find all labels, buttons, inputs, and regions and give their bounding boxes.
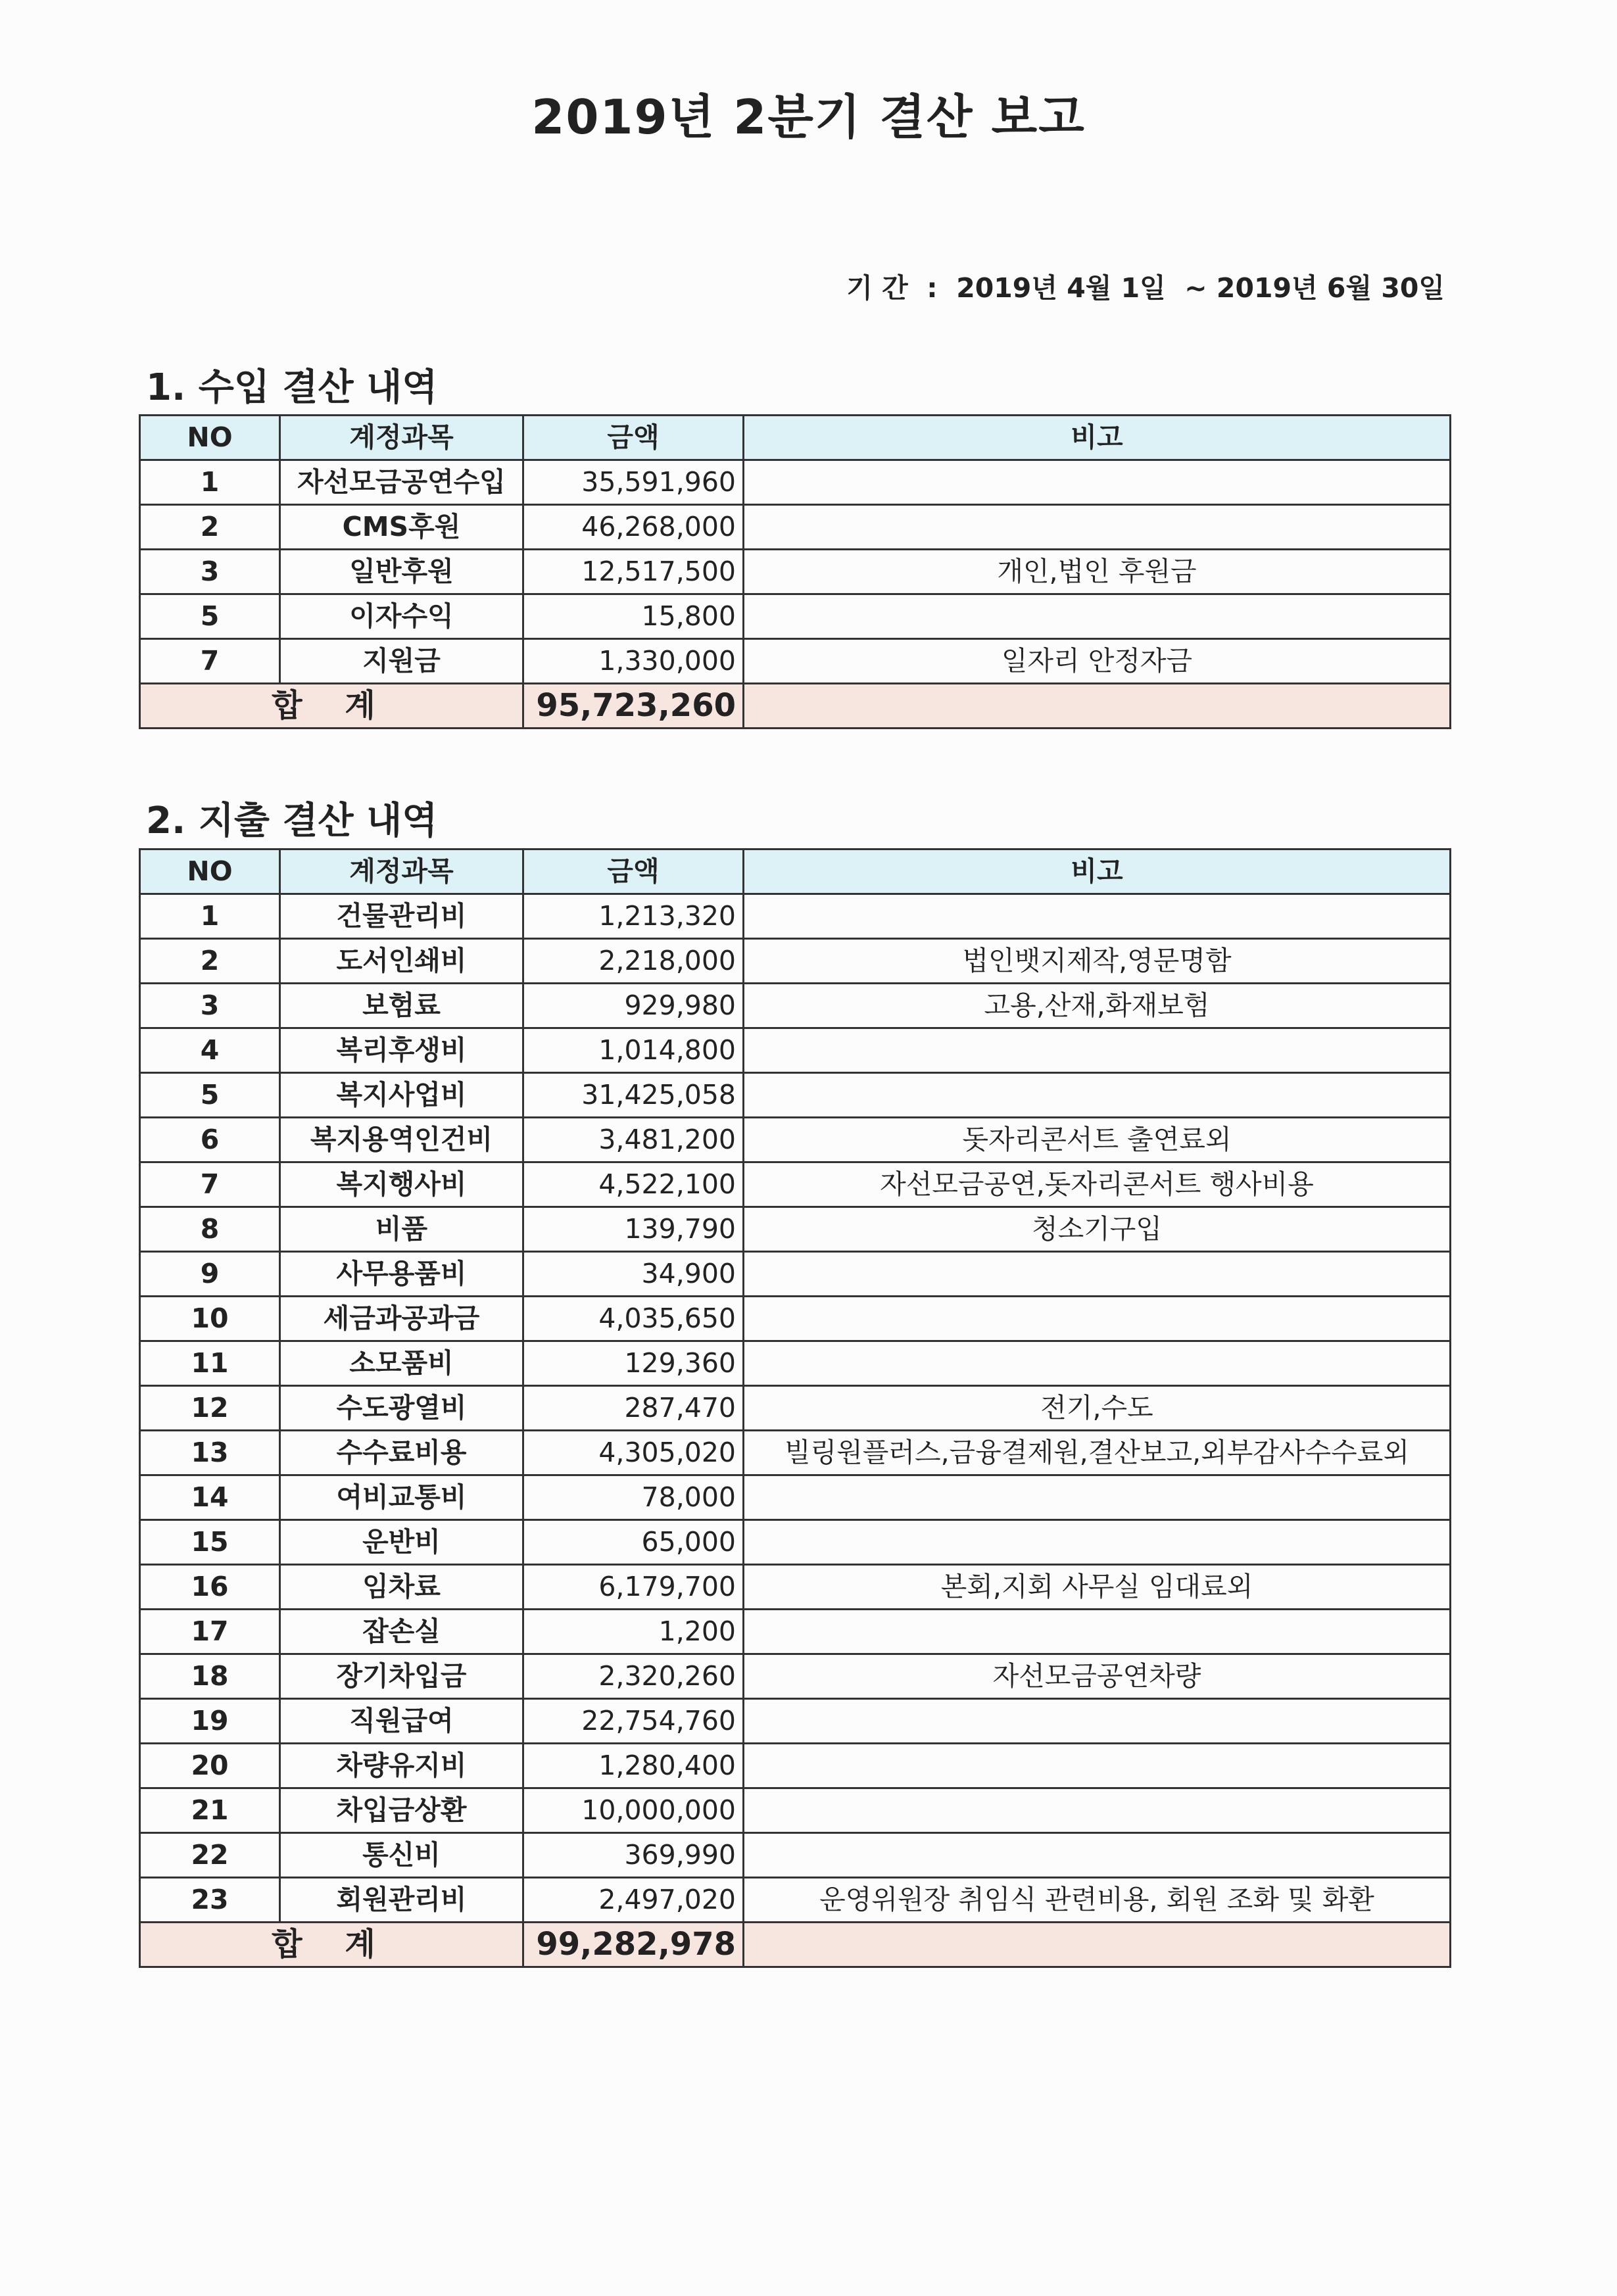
- row-note: [744, 1699, 1451, 1744]
- row-amount: 10,000,000: [523, 1788, 744, 1833]
- row-no: 18: [140, 1654, 280, 1699]
- row-note: [744, 1073, 1451, 1118]
- row-account: 수도광열비: [280, 1386, 523, 1431]
- row-no: 16: [140, 1565, 280, 1610]
- row-no: 20: [140, 1744, 280, 1788]
- row-account: 복지사업비: [280, 1073, 523, 1118]
- row-account: 직원급여: [280, 1699, 523, 1744]
- row-amount: 46,268,000: [523, 505, 744, 550]
- row-note: 본회,지회 사무실 임대료외: [744, 1565, 1451, 1610]
- column-header-no: NO: [140, 416, 280, 460]
- row-amount: 139,790: [523, 1207, 744, 1252]
- table-row: [140, 1878, 1451, 1923]
- row-amount: 65,000: [523, 1520, 744, 1565]
- row-account: 장기차입금: [280, 1654, 523, 1699]
- row-amount: 2,218,000: [523, 939, 744, 984]
- row-account: 차입금상환: [280, 1788, 523, 1833]
- row-amount: 2,320,260: [523, 1654, 744, 1699]
- row-account: 자선모금공연수입: [280, 460, 523, 505]
- row-note: [744, 460, 1451, 505]
- row-account: 차량유지비: [280, 1744, 523, 1788]
- row-note: 빌링원플러스,금융결제원,결산보고,외부감사수수료외: [744, 1431, 1451, 1475]
- row-account: 수수료비용: [280, 1431, 523, 1475]
- row-no: 19: [140, 1699, 280, 1744]
- table-row: [140, 594, 1451, 639]
- column-header-account: 계정과목: [280, 849, 523, 894]
- table-row: [140, 939, 1451, 984]
- row-note: [744, 1610, 1451, 1654]
- row-note: [744, 1028, 1451, 1073]
- row-no: 21: [140, 1788, 280, 1833]
- row-no: 1: [140, 894, 280, 939]
- row-no: 9: [140, 1252, 280, 1297]
- row-amount: 287,470: [523, 1386, 744, 1431]
- row-account: 임차료: [280, 1565, 523, 1610]
- row-amount: 1,213,320: [523, 894, 744, 939]
- row-note: [744, 1788, 1451, 1833]
- row-amount: 1,330,000: [523, 639, 744, 684]
- row-account: 복리후생비: [280, 1028, 523, 1073]
- row-no: 15: [140, 1520, 280, 1565]
- row-amount: 4,035,650: [523, 1297, 744, 1341]
- column-header-amount: 금액: [523, 416, 744, 460]
- row-amount: 12,517,500: [523, 550, 744, 594]
- table-row: [140, 1207, 1451, 1252]
- row-amount: 3,481,200: [523, 1118, 744, 1162]
- period-range: 기 간 : 2019년 4월 1일 ~ 2019년 6월 30일: [846, 272, 1445, 304]
- row-no: 17: [140, 1610, 280, 1654]
- table-row: [140, 1252, 1451, 1297]
- expense-section-title: 2. 지출 결산 내역: [146, 800, 438, 842]
- row-note: 청소기구입: [744, 1207, 1451, 1252]
- income-total-label: 합 계: [140, 684, 523, 729]
- income-rows: [140, 460, 1451, 684]
- expense-total-note: [744, 1923, 1451, 1967]
- column-header-note: 비고: [744, 416, 1451, 460]
- table-row: [140, 1744, 1451, 1788]
- column-header-note: 비고: [744, 849, 1451, 894]
- table-row: [140, 1833, 1451, 1878]
- row-amount: 22,754,760: [523, 1699, 744, 1744]
- row-note: [744, 594, 1451, 639]
- row-amount: 15,800: [523, 594, 744, 639]
- row-account: 여비교통비: [280, 1475, 523, 1520]
- row-account: 건물관리비: [280, 894, 523, 939]
- table-row: [140, 1475, 1451, 1520]
- table-row: [140, 1028, 1451, 1073]
- table-row: [140, 505, 1451, 550]
- row-note: [744, 1744, 1451, 1788]
- row-account: 보험료: [280, 984, 523, 1028]
- table-row: [140, 460, 1451, 505]
- expense-total-amount: 99,282,978: [523, 1923, 744, 1967]
- row-note: [744, 1297, 1451, 1341]
- row-amount: 369,990: [523, 1833, 744, 1878]
- expense-total-row: [140, 1923, 1451, 1967]
- row-account: 회원관리비: [280, 1878, 523, 1923]
- row-amount: 78,000: [523, 1475, 744, 1520]
- table-row: [140, 1520, 1451, 1565]
- row-account: 비품: [280, 1207, 523, 1252]
- row-account: 세금과공과금: [280, 1297, 523, 1341]
- row-account: 소모품비: [280, 1341, 523, 1386]
- expense-header-row: [140, 849, 1451, 894]
- table-row: [140, 1297, 1451, 1341]
- expense-total-label: 합 계: [140, 1923, 523, 1967]
- income-section-title: 1. 수입 결산 내역: [146, 366, 438, 409]
- row-note: [744, 1341, 1451, 1386]
- row-amount: 2,497,020: [523, 1878, 744, 1923]
- row-amount: 129,360: [523, 1341, 744, 1386]
- table-row: [140, 1654, 1451, 1699]
- row-no: 3: [140, 550, 280, 594]
- table-row: [140, 639, 1451, 684]
- row-account: 사무용품비: [280, 1252, 523, 1297]
- row-no: 3: [140, 984, 280, 1028]
- row-note: [744, 505, 1451, 550]
- row-note: [744, 1475, 1451, 1520]
- table-row: [140, 1699, 1451, 1744]
- row-amount: 35,591,960: [523, 460, 744, 505]
- table-row: [140, 1386, 1451, 1431]
- row-amount: 1,280,400: [523, 1744, 744, 1788]
- row-no: 5: [140, 594, 280, 639]
- row-note: 돗자리콘서트 출연료외: [744, 1118, 1451, 1162]
- row-no: 14: [140, 1475, 280, 1520]
- row-no: 2: [140, 939, 280, 984]
- row-no: 4: [140, 1028, 280, 1073]
- table-row: [140, 1788, 1451, 1833]
- row-amount: 34,900: [523, 1252, 744, 1297]
- table-row: [140, 984, 1451, 1028]
- row-account: 지원금: [280, 639, 523, 684]
- table-row: [140, 894, 1451, 939]
- row-amount: 1,014,800: [523, 1028, 744, 1073]
- row-note: 일자리 안정자금: [744, 639, 1451, 684]
- row-no: 7: [140, 1162, 280, 1207]
- row-no: 10: [140, 1297, 280, 1341]
- table-row: [140, 1118, 1451, 1162]
- row-account: 복지용역인건비: [280, 1118, 523, 1162]
- row-note: [744, 1833, 1451, 1878]
- row-note: [744, 1520, 1451, 1565]
- row-no: 12: [140, 1386, 280, 1431]
- row-account: 도서인쇄비: [280, 939, 523, 984]
- row-no: 11: [140, 1341, 280, 1386]
- row-amount: 4,305,020: [523, 1431, 744, 1475]
- table-row: [140, 1073, 1451, 1118]
- row-note: [744, 894, 1451, 939]
- column-header-no: NO: [140, 849, 280, 894]
- row-account: 잡손실: [280, 1610, 523, 1654]
- row-account: CMS후원: [280, 505, 523, 550]
- row-no: 1: [140, 460, 280, 505]
- row-account: 이자수익: [280, 594, 523, 639]
- row-note: 개인,법인 후원금: [744, 550, 1451, 594]
- row-amount: 929,980: [523, 984, 744, 1028]
- income-header-row: [140, 416, 1451, 460]
- row-no: 2: [140, 505, 280, 550]
- table-row: [140, 1162, 1451, 1207]
- table-row: [140, 1341, 1451, 1386]
- row-note: 자선모금공연차량: [744, 1654, 1451, 1699]
- column-header-account: 계정과목: [280, 416, 523, 460]
- income-total-row: [140, 684, 1451, 729]
- row-no: 5: [140, 1073, 280, 1118]
- row-no: 7: [140, 639, 280, 684]
- row-account: 복지행사비: [280, 1162, 523, 1207]
- row-note: 운영위원장 취임식 관련비용, 회원 조화 및 화환: [744, 1878, 1451, 1923]
- income-total-amount: 95,723,260: [523, 684, 744, 729]
- row-note: 자선모금공연,돗자리콘서트 행사비용: [744, 1162, 1451, 1207]
- row-note: [744, 1252, 1451, 1297]
- row-account: 일반후원: [280, 550, 523, 594]
- row-amount: 4,522,100: [523, 1162, 744, 1207]
- table-row: [140, 550, 1451, 594]
- expense-rows: [140, 894, 1451, 1923]
- page-title: 2019년 2분기 결산 보고: [531, 89, 1086, 145]
- expense-table: [139, 848, 1451, 1968]
- table-row: [140, 1610, 1451, 1654]
- income-total-note: [744, 684, 1451, 729]
- row-note: 전기,수도: [744, 1386, 1451, 1431]
- row-account: 운반비: [280, 1520, 523, 1565]
- row-no: 23: [140, 1878, 280, 1923]
- row-no: 22: [140, 1833, 280, 1878]
- row-amount: 31,425,058: [523, 1073, 744, 1118]
- column-header-amount: 금액: [523, 849, 744, 894]
- row-amount: 6,179,700: [523, 1565, 744, 1610]
- row-no: 6: [140, 1118, 280, 1162]
- table-row: [140, 1565, 1451, 1610]
- income-table: [139, 414, 1451, 729]
- row-account: 통신비: [280, 1833, 523, 1878]
- row-note: 고용,산재,화재보험: [744, 984, 1451, 1028]
- row-no: 13: [140, 1431, 280, 1475]
- row-amount: 1,200: [523, 1610, 744, 1654]
- row-note: 법인뱃지제작,영문명함: [744, 939, 1451, 984]
- row-no: 8: [140, 1207, 280, 1252]
- table-row: [140, 1431, 1451, 1475]
